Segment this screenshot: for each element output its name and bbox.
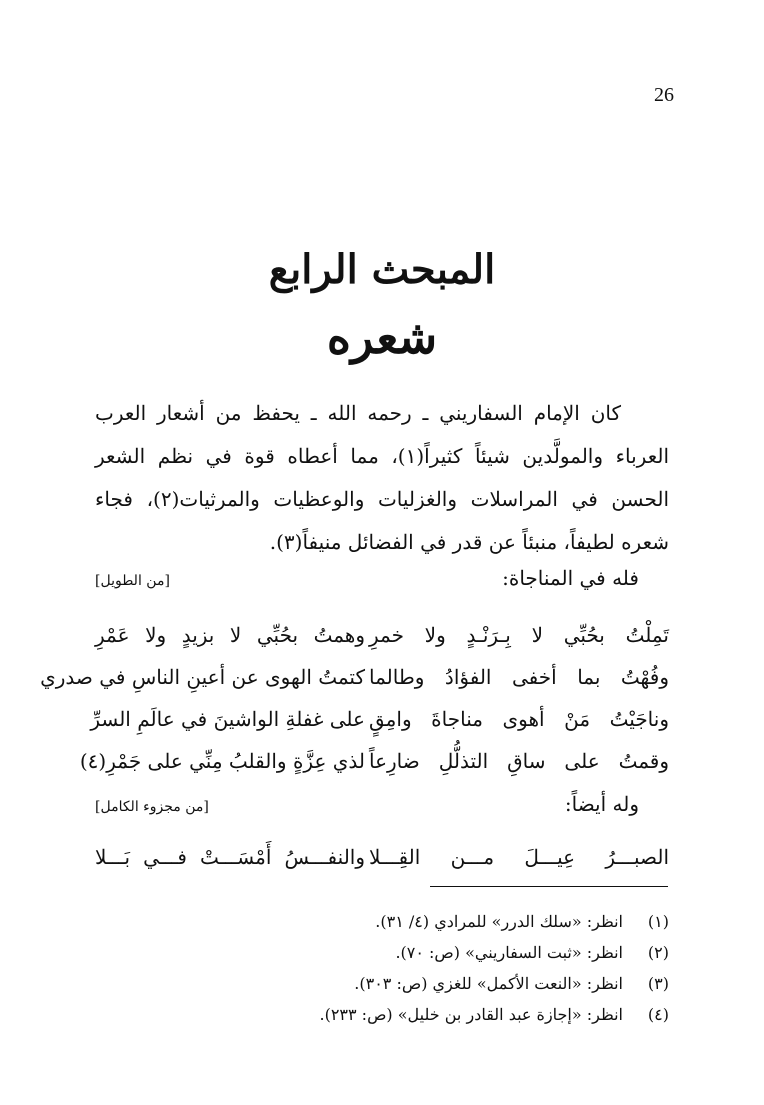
footnote-number: (١) — [647, 912, 669, 931]
footnote-text: انظر: «سلك الدرر» للمرادي (٤/ ٣١). — [375, 912, 623, 931]
verse — [40, 656, 669, 698]
footnote-number: (٣) — [647, 974, 669, 993]
footnote — [95, 968, 669, 999]
poem-1-intro: فله في المناجاة: — [502, 566, 639, 590]
footnote-divider — [430, 886, 668, 887]
page-number: 26 — [654, 84, 674, 106]
footnote-number: (٤) — [647, 1005, 669, 1024]
footnote-text: انظر: «ثبت السفاريني» (ص: ٧٠). — [395, 943, 623, 962]
verse-first-hemistich: الصبـــرُ عِيـــلَ مـــن القِـــلا — [369, 845, 669, 869]
verse-first-hemistich: وفُهْتُ بما أخفى الفؤادُ وطالما — [369, 665, 669, 689]
footnote — [95, 999, 669, 1030]
footnote-number: (٢) — [647, 943, 669, 962]
intro-text: كان الإمام السفاريني ـ رحمه الله ـ يحفظ من أشعار العرب العرباء والمولَّدين شيئاً كثيراً(١)، مما أعطاه قوة في نظم الشعر الحسن في المراسلات والغزليات والوعظيات والمرثيات(٢)، فجاء شعره لطيفاً، منبئاً عن قدر في الفضائل منيفاً(٣). — [95, 401, 669, 554]
verse — [90, 698, 669, 740]
section-title: شعره — [326, 310, 438, 364]
footnote-text: انظر: «إجازة عبد القادر بن خليل» (ص: ٢٣٣). — [319, 1005, 623, 1024]
footnote — [95, 906, 669, 937]
intro-paragraph — [95, 392, 669, 564]
verse — [79, 740, 669, 782]
poem-1-header — [95, 566, 669, 590]
verse-first-hemistich: وقمتُ على ساقِ التذلُّلِ ضارِعاً — [369, 749, 669, 773]
verse-second-hemistich: والنفـــسُ أَمْسَـــتْ فـــي بَـــلا — [95, 845, 365, 869]
verse-second-hemistich: وهمتُ بحُبِّي لا بزيدٍ ولا عَمْرِ — [95, 623, 365, 647]
verse — [95, 836, 669, 878]
footnote-text: انظر: «النعت الأكمل» للغزي (ص: ٣٠٣). — [354, 974, 623, 993]
section-heading: المبحث الرابع — [268, 246, 496, 293]
verse-second-hemistich: لذي عِزَّةٍ والقلبُ مِنِّي على جَمْرِ(٤) — [79, 749, 365, 773]
poem-1-meter: [من الطويل] — [95, 573, 170, 589]
poem-2-verses — [95, 836, 669, 878]
footnotes — [95, 906, 669, 1030]
poem-2-meter: [من مجزوء الكامل] — [95, 799, 209, 815]
poem-1-verses — [40, 614, 669, 782]
verse-second-hemistich: على غفلةِ الواشينَ في عالَمِ السرِّ — [90, 707, 365, 731]
poem-2-header — [95, 792, 669, 816]
verse-first-hemistich: وناجَيْتُ مَنْ أهوى مناجاةَ وامِقٍ — [369, 707, 669, 731]
footnote — [95, 937, 669, 968]
verse — [95, 614, 669, 656]
verse-first-hemistich: تَمِلْتُ بحُبِّي لا بِـرَنْـدٍ ولا خمرِ — [369, 623, 669, 647]
poem-2-intro: وله أيضاً: — [564, 792, 639, 816]
verse-second-hemistich: كتمتُ الهوى عن أعينِ الناسِ في صدري — [40, 665, 365, 689]
